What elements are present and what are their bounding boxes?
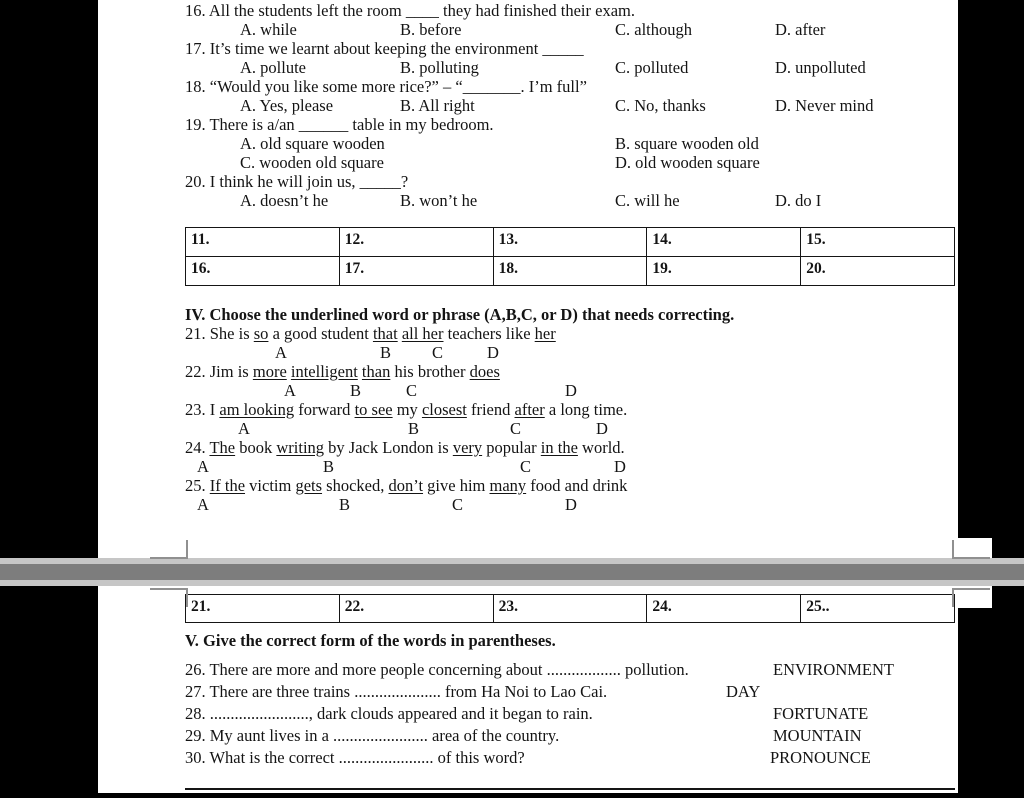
sentence-text: shocked, <box>322 476 389 495</box>
sentence-text: victim <box>245 476 296 495</box>
table-cell: 11. <box>191 231 210 248</box>
option-label: A. pollute <box>240 58 306 77</box>
answer-grid-table-2 <box>185 594 955 623</box>
underlined-phrase: to see <box>354 400 393 419</box>
option-label: B. square wooden old <box>615 134 759 153</box>
underlined-phrase: don’t <box>388 476 424 495</box>
letter-label: A <box>284 381 296 400</box>
table-cell: 12. <box>339 228 493 256</box>
sentence-text: 22. Jim is <box>185 362 253 381</box>
letter-label: A <box>238 419 250 438</box>
option-label: A. doesn’t he <box>240 191 329 210</box>
underlined-phrase: If the <box>209 476 246 495</box>
table-cell: 23. <box>493 595 647 622</box>
section-v-heading: V. Give the correct form of the words in parentheses. <box>185 631 556 650</box>
sentence-text: forward <box>294 400 355 419</box>
keyword-label: MOUNTAIN <box>773 726 862 745</box>
letter-label: B <box>408 419 420 438</box>
option-label: C. will he <box>615 191 680 210</box>
fill-blank-sentence: 28. ........................, dark clouds appeared and it began to rain. <box>185 704 593 723</box>
letter-label: C <box>510 419 522 438</box>
underlined-phrase: in the <box>540 438 578 457</box>
right-black-bar <box>958 0 1024 798</box>
table-cell: 14. <box>646 228 800 256</box>
sentence-text: 21. She is <box>185 324 254 343</box>
option-label: D. old wooden square <box>615 153 760 172</box>
letter-label: D <box>596 419 608 438</box>
letter-label: A <box>197 457 209 476</box>
page-gap-dark <box>0 564 1024 580</box>
question-text: 19. There is a/an ______ table in my bedroom. <box>185 115 494 134</box>
fill-blank-sentence: 27. There are three trains ..................... from Ha Noi to Lao Cai. <box>185 682 608 701</box>
underlined-phrase: very <box>452 438 483 457</box>
sentence-text: popular <box>482 438 541 457</box>
next-table-top-border <box>185 788 955 790</box>
letter-label: C <box>452 495 464 514</box>
crop-mark-page2-right <box>952 588 990 607</box>
letter-label: D <box>565 495 577 514</box>
letter-label: C <box>432 343 444 362</box>
question-text: 20. I think he will join us, _____? <box>185 172 409 191</box>
letter-label: A <box>197 495 209 514</box>
underlined-phrase: than <box>361 362 391 381</box>
letter-label: B <box>339 495 351 514</box>
table-cell: 21. <box>191 598 211 615</box>
letter-label: A <box>275 343 287 362</box>
correction-sentence <box>185 325 556 342</box>
option-label: B. All right <box>400 96 475 115</box>
letter-label: D <box>614 457 626 476</box>
table-row <box>186 256 954 285</box>
sentence-text: a good student <box>268 324 373 343</box>
keyword-label: DAY <box>726 682 761 701</box>
sentence-text: a long time. <box>544 400 628 419</box>
sentence-text: 24. <box>185 438 210 457</box>
option-label: C. polluted <box>615 58 689 77</box>
option-label: C. although <box>615 20 692 39</box>
sentence-text: by Jack London is <box>324 438 453 457</box>
sentence-text: 23. I <box>185 400 220 419</box>
correction-sentence <box>185 363 500 380</box>
page-1 <box>98 0 958 558</box>
answer-grid-table-1 <box>185 227 955 286</box>
underlined-phrase: her <box>534 324 556 343</box>
letter-label: C <box>520 457 532 476</box>
letter-label: B <box>323 457 335 476</box>
table-cell: 15. <box>800 228 954 256</box>
correction-sentence <box>185 477 627 494</box>
letter-label: D <box>487 343 499 362</box>
correction-sentence <box>185 439 625 456</box>
sentence-text: food and drink <box>526 476 628 495</box>
option-label: A. old square wooden <box>240 134 385 153</box>
sentence-text: give him <box>423 476 490 495</box>
sentence-text: 25. <box>185 476 210 495</box>
letter-label: D <box>565 381 577 400</box>
table-cell: 19. <box>646 257 800 285</box>
crop-mark-page1-left <box>150 540 188 559</box>
table-cell: 17. <box>339 257 493 285</box>
crop-mark-page1-right <box>952 540 990 559</box>
table-row <box>186 228 954 256</box>
underlined-phrase: many <box>489 476 527 495</box>
table-cell: 24. <box>646 595 800 622</box>
keyword-label: PRONOUNCE <box>770 748 871 767</box>
question-text: 17. It’s time we learnt about keeping the environment _____ <box>185 39 584 58</box>
underlined-phrase: does <box>469 362 500 381</box>
option-label: B. polluting <box>400 58 479 77</box>
underlined-phrase: so <box>253 324 269 343</box>
option-label: A. Yes, please <box>240 96 334 115</box>
table-cell: 25.. <box>800 595 954 622</box>
underlined-phrase: intelligent <box>290 362 358 381</box>
crop-mark-page2-left <box>150 588 188 607</box>
fill-blank-sentence: 26. There are more and more people concerning about .................. pollution. <box>185 660 689 679</box>
keyword-label: FORTUNATE <box>773 704 869 723</box>
left-black-bar <box>0 0 98 798</box>
option-label: C. wooden old square <box>240 153 384 172</box>
sentence-text: his brother <box>390 362 470 381</box>
underlined-phrase: all her <box>401 324 444 343</box>
option-label: B. won’t he <box>400 191 478 210</box>
option-label: A. while <box>240 20 297 39</box>
sentence-text: book <box>235 438 277 457</box>
keyword-label: ENVIRONMENT <box>773 660 894 679</box>
option-label: D. after <box>775 20 826 39</box>
table-cell: 13. <box>493 228 647 256</box>
table-row <box>186 595 954 622</box>
fill-blank-sentence: 29. My aunt lives in a ....................... area of the country. <box>185 726 560 745</box>
underlined-phrase: gets <box>295 476 323 495</box>
underlined-phrase: that <box>372 324 398 343</box>
table-cell: 20. <box>800 257 954 285</box>
underlined-phrase: more <box>252 362 287 381</box>
question-text: 18. “Would you like some more rice?” – “_______. I’m full” <box>185 77 587 96</box>
section-iv-heading: IV. Choose the underlined word or phrase (A,B,C, or D) that needs correcting. <box>185 305 735 324</box>
letter-label: B <box>380 343 392 362</box>
option-label: C. No, thanks <box>615 96 706 115</box>
underlined-phrase: am looking <box>219 400 295 419</box>
table-cell: 22. <box>339 595 493 622</box>
underlined-phrase: closest <box>421 400 467 419</box>
letter-label: C <box>406 381 418 400</box>
letter-label: B <box>350 381 362 400</box>
table-cell: 16. <box>191 260 211 277</box>
page-2 <box>98 586 958 793</box>
sentence-text: my <box>392 400 422 419</box>
correction-sentence <box>185 401 627 418</box>
option-label: B. before <box>400 20 462 39</box>
sentence-text: teachers like <box>443 324 535 343</box>
table-cell: 18. <box>493 257 647 285</box>
underlined-phrase: after <box>514 400 545 419</box>
underlined-phrase: writing <box>276 438 325 457</box>
option-label: D. unpolluted <box>775 58 866 77</box>
sentence-text: world. <box>577 438 625 457</box>
question-text: 16. All the students left the room ____ they had finished their exam. <box>185 1 635 20</box>
sentence-text: friend <box>466 400 515 419</box>
underlined-phrase: The <box>209 438 236 457</box>
fill-blank-sentence: 30. What is the correct ....................... of this word? <box>185 748 525 767</box>
option-label: D. do I <box>775 191 822 210</box>
option-label: D. Never mind <box>775 96 874 115</box>
